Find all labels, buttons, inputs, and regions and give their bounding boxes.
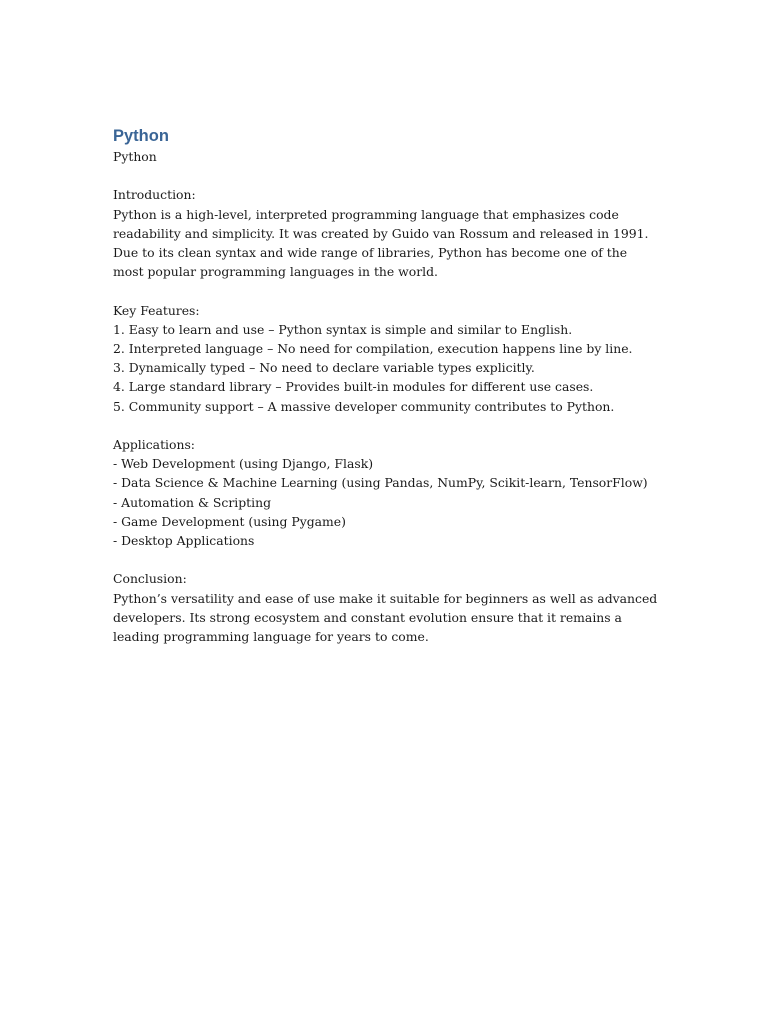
key-features-section <box>113 301 658 416</box>
introduction-label: Introduction: <box>113 187 196 203</box>
key-features-list <box>113 320 658 416</box>
list-item: 1. Easy to learn and use – Python syntax is simple and similar to English. <box>113 321 573 337</box>
applications-section <box>113 435 658 550</box>
introduction-text: Python is a high-level, interpreted programming language that emphasizes code readability and simplicity. It was created by Guido van Rossum and released in 1991. Due to its clean syntax and wide range of libraries, Python has become one of the most popular programming languages in the world. <box>113 206 649 280</box>
list-item: - Automation & Scripting <box>113 494 272 510</box>
list-item: 5. Community support – A massive developer community contributes to Python. <box>113 398 615 414</box>
document-body <box>113 125 658 646</box>
paragraph-spacer <box>113 166 658 185</box>
list-item: - Web Development (using Django, Flask) <box>113 456 374 472</box>
key-features-label: Key Features: <box>113 302 200 318</box>
document-heading: Python <box>113 127 169 145</box>
applications-label: Applications: <box>113 437 195 452</box>
conclusion-text: Python’s versatility and ease of use make it suitable for beginners as well as advanced developers. Its strong ecosystem and constant evolution ensure that it remains a leading programming language for years to come. <box>113 590 658 645</box>
list-item: - Desktop Applications <box>113 533 255 549</box>
list-item: - Game Development (using Pygame) <box>113 513 346 529</box>
conclusion-section <box>113 569 658 646</box>
conclusion-label: Conclusion: <box>113 571 187 587</box>
paragraph-spacer <box>113 281 658 300</box>
list-item: 2. Interpreted language – No need for compilation, execution happens line by line. <box>113 341 633 356</box>
introduction-section <box>113 185 658 281</box>
list-item: 3. Dynamically typed – No need to declare variable types explicitly. <box>113 360 535 376</box>
document-subtitle: Python <box>113 149 157 164</box>
list-item: - Data Science & Machine Learning (using Pandas, NumPy, Scikit-learn, TensorFlow) <box>113 475 648 491</box>
applications-list <box>113 454 658 550</box>
list-item: 4. Large standard library – Provides built-in modules for different use cases. <box>113 379 594 395</box>
paragraph-spacer <box>113 416 658 435</box>
paragraph-spacer <box>113 550 658 569</box>
